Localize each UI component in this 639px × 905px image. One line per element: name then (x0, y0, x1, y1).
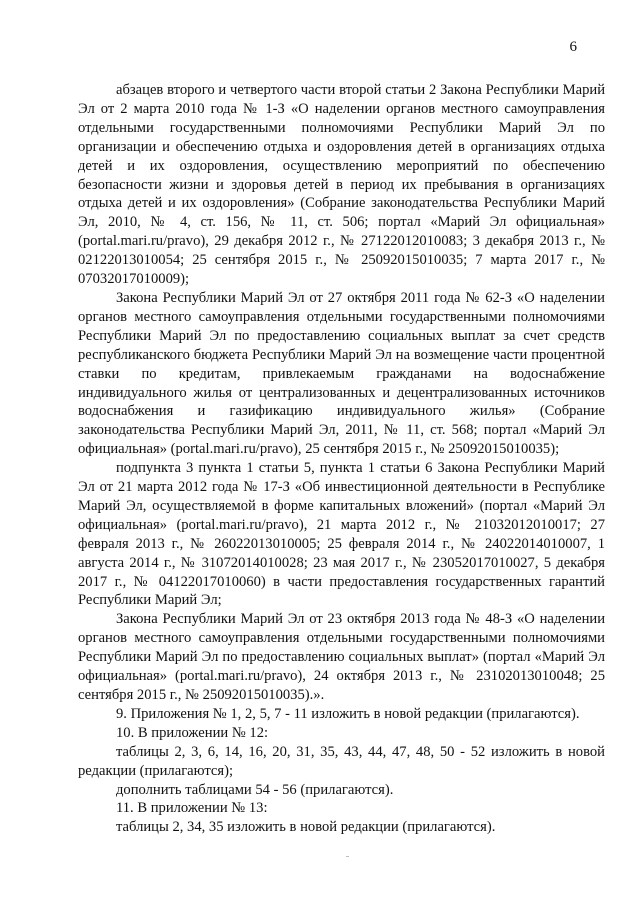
paragraph-item-10: 10. В приложении № 12: (116, 724, 269, 741)
paragraph-item-10-tables: таблицы 2, 3, 6, 14, 16, 20, 31, 35, 43, 44, 47, 48, 50 - 52 изложить в новой редакции (прилагаются); (78, 743, 605, 779)
paragraph-item-9: 9. Приложения № 1, 2, 5, 7 - 11 изложить в новой редакции (прилагаются). (116, 705, 580, 722)
paragraph-item-11: 11. В приложении № 13: (116, 800, 268, 817)
paragraph-item-10-add-tables: дополнить таблицами 54 - 56 (прилагаются). (116, 781, 394, 798)
document-body (78, 81, 605, 837)
paragraph-law-2010-1z: абзацев второго и четвертого части второй статьи 2 Закона Республики Марий Эл от 2 марта 2010 года № 1-З «О наделении органов местного самоуправления отдельными государственными полномочиями Республики Марий Эл по организации и обеспечению отдыха и оздоровления детей в организациях отдыха детей и их оздоровления, осуществлению мероприятий по обеспечению безопасности жизни и здоровья детей в период их пребывания в организациях отдыха детей и их оздоровления» (Собрание законодательства Республики Марий Эл, 2010, № 4, ст. 156, № 11, ст. 506; портал «Марий Эл официальная» (portal.mari.ru/pravo), 29 декабря 2012 г., № 27122012010083; 3 декабря 2013 г., № 02122013010054; 25 сентября 2015 г., № 25092015010035; 7 марта 2017 г., № 07032017010009); (78, 82, 605, 288)
page-number: 6 (569, 39, 577, 55)
paragraph-item-11-tables: таблицы 2, 34, 35 изложить в новой редакции (прилагаются). (116, 819, 496, 836)
paragraph-law-2013-48z: Закона Республики Марий Эл от 23 октября 2013 года № 48-З «О наделении органов местного самоуправления отдельными государственными полномочиями Республики Марий Эл по предоставлению социальных выплат» (портал «Марий Эл официальная» (portal.mari.ru/pravo), 24 октября 2013 г., № 23102013010048; 25 сентября 2015 г., № 25092015010035).». (78, 611, 605, 703)
paragraph-law-2012-17z: подпункта 3 пункта 1 статьи 5, пункта 1 статьи 6 Закона Республики Марий Эл от 21 марта 2012 года № 17-З «Об инвестиционной деятельности в Республике Марий Эл, осуществляемой в форме капитальных вложений» (портал «Марий Эл официальная» (portal.mari.ru/pravo), 21 марта 2012 г., № 21032012010017; 27 февраля 2013 г., № 26022013010005; 25 февраля 2014 г., № 24022014010007, 1 августа 2014 г., № 31072014010028; 23 мая 2017 г., № 23052017010027, 5 декабря 2017 г., № 04122017010060) в части предоставления государственных гарантий Республики Марий Эл; (78, 460, 605, 609)
paragraph-law-2011-62z: Закона Республики Марий Эл от 27 октября 2011 года № 62-З «О наделении органов местного самоуправления отдельными государственными полномочиями Республики Марий Эл по предоставлению социальных выплат за счет средств республиканского бюджета Республики Марий Эл на возмещение части процентной ставки по кредитам, привлекаемым гражданами на водоснабжение индивидуального жилья от централизованных и децентрализованных источников водоснабжения и газификацию индивидуального жилья» (Собрание законодательства Республики Марий Эл, 2011, № 11, ст. 568; портал «Марий Эл официальная» (portal.mari.ru/pravo), 25 сентября 2015 г., № 25092015010035); (78, 289, 605, 458)
scan-speck (346, 856, 349, 857)
